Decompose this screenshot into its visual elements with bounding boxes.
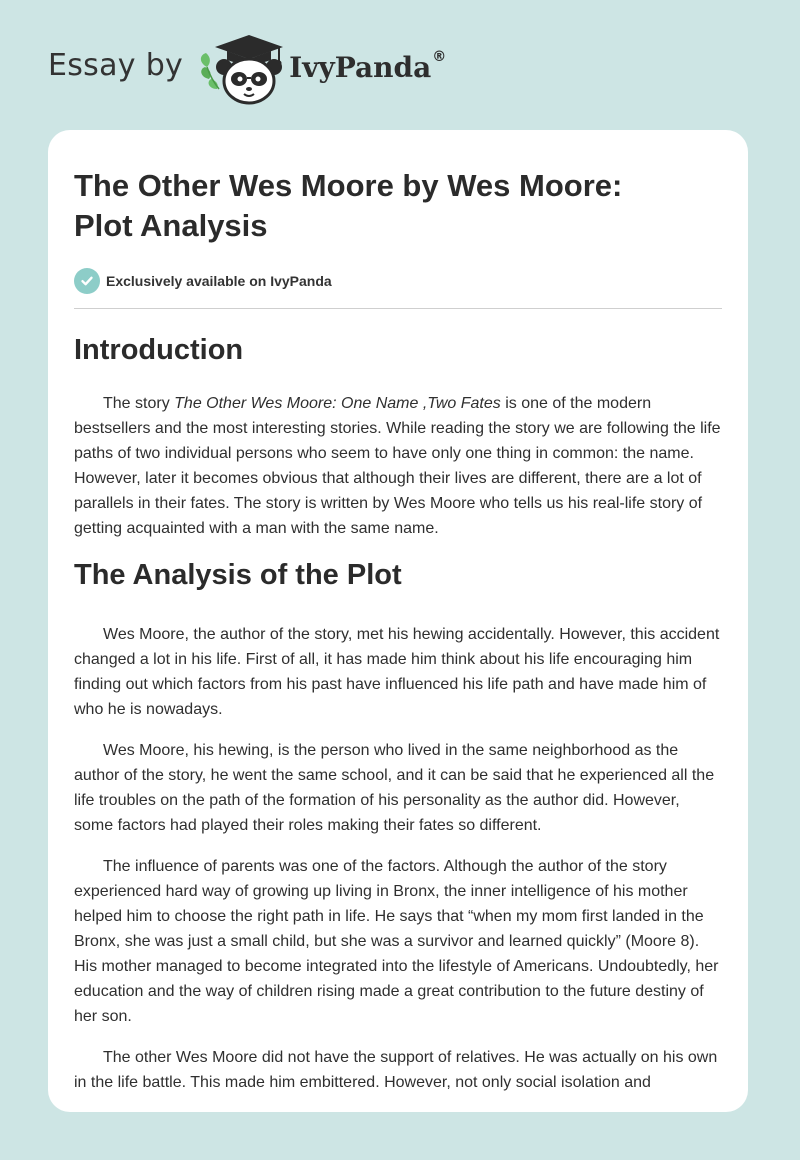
paragraph: The other Wes Moore did not have the support of relatives. He was actually on his own in the life battle. This made him embittered. However, not only social isolation and	[74, 1049, 718, 1091]
exclusive-badge	[74, 268, 722, 294]
brand-name[interactable]: IvyPanda®	[289, 48, 447, 84]
paragraph: The influence of parents was one of the factors. Although the author of the story experienced hard way of growing up living in Bronx, the inner intelligence of his mother helped him to choose the right path in life. He says that “when my mom first landed in the Bronx, she was just a small child, but she was a survivor and learned quickly” (Moore 8). His mother managed to become integrated into the lifestyle of Americans. Undoubtedly, her education and the way of children rising made a great contribution to the future destiny of her son.	[74, 858, 719, 1025]
site-header	[48, 30, 446, 110]
page-title	[74, 166, 722, 246]
divider	[74, 308, 722, 309]
check-icon	[74, 268, 100, 294]
essay-by-label: Essay by	[48, 47, 184, 83]
registered-mark: ®	[432, 48, 447, 65]
book-title: The Other Wes Moore: One Name ,Two Fates	[174, 395, 501, 412]
section-heading-introduction: Introduction	[74, 334, 244, 366]
exclusive-label: Exclusively available on IvyPanda	[106, 273, 332, 289]
paragraph: The story The Other Wes Moore: One Name ,Two Fates is one of the modern bestsellers and the most interesting stories. While reading the story we are following the life paths of two individual persons who seem to have only one thing in common: the name. However, later it becomes obvious that although their lives are different, there are a lot of parallels in their fates. The story is written by Wes Moore who tells us his real-life story of getting acquainted with a man with the same name.	[74, 395, 721, 537]
title-line-1: The Other Wes Moore by Wes Moore:	[74, 168, 623, 203]
paragraph: Wes Moore, his hewing, is the person who lived in the same neighborhood as the author of the story, he went the same school, and it can be said that he experienced all the life troubles on the path of the formation of his personality as the author did. However, some factors had played their roles making their fates so different.	[74, 742, 715, 834]
title-line-2: Plot Analysis	[74, 208, 268, 243]
ivy-leaf-icon	[201, 53, 219, 89]
essay-card	[48, 130, 748, 1112]
section-heading-plot-analysis: The Analysis of the Plot	[74, 559, 402, 591]
panda-logo-icon[interactable]	[197, 27, 289, 107]
paragraph: Wes Moore, the author of the story, met his hewing accidentally. However, this accident changed a lot in his life. First of all, it has made him think about his life encouraging him finding out which factors from his past have influenced his life path and have made him of who he is nowadays.	[74, 626, 720, 718]
